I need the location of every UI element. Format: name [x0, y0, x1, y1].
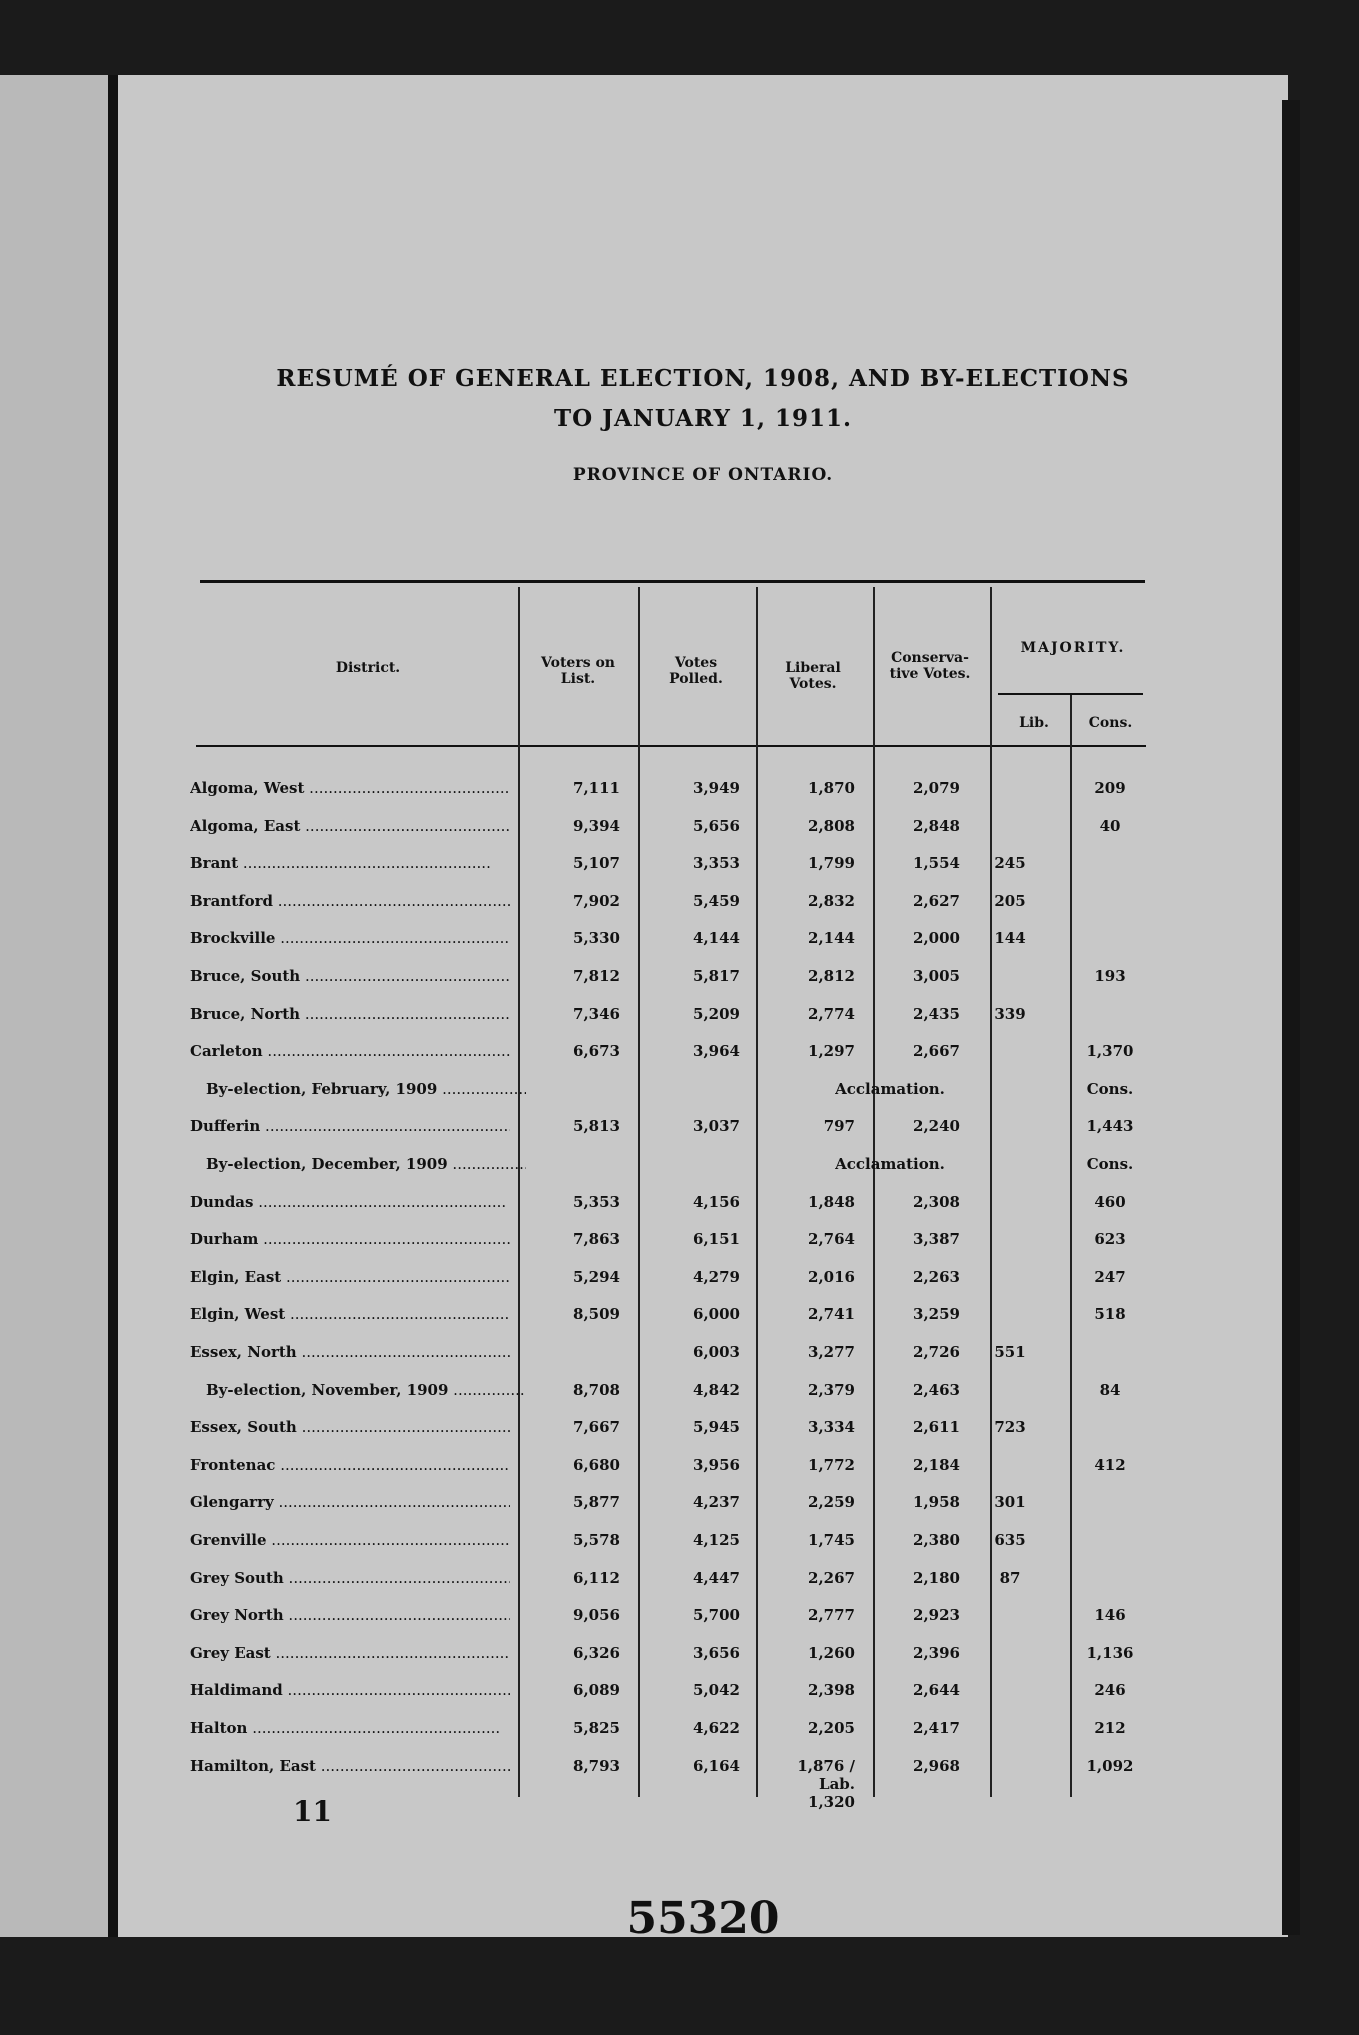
conservative-cell: 3,259 — [913, 1305, 960, 1324]
majority-cons-cell: 412 — [1094, 1455, 1126, 1474]
district-cell: By-election, November, 1909 ..... — [190, 1381, 526, 1399]
table-row — [190, 848, 1250, 884]
polled-cell: 5,817 — [693, 967, 740, 985]
conservative-cell: 2,079 — [913, 779, 960, 797]
conservative-cell: 2,180 — [913, 1568, 960, 1587]
majority-cons-cell: 246 — [1094, 1681, 1126, 1700]
table-row — [190, 1262, 1250, 1298]
majority-cons-cell: 460 — [1094, 1192, 1126, 1211]
majority-lib-cell: 245 — [994, 854, 1026, 873]
district-cell: Grey East ..... — [190, 1644, 510, 1662]
district-cell: Elgin, West ..... — [190, 1305, 510, 1323]
district-cell: Brockville ..... — [190, 929, 510, 947]
polled-cell: 4,279 — [693, 1267, 740, 1286]
liberal-cell: 1,876 / Lab. 1,320 — [797, 1756, 855, 1811]
liberal-cell: 2,267 — [808, 1568, 855, 1587]
majority-lib-cell: 723 — [994, 1418, 1026, 1437]
district-cell: Glengarry ..... — [190, 1493, 510, 1511]
table-row — [190, 1525, 1250, 1561]
table-row — [190, 1299, 1250, 1335]
majority-cons-cell: 1,136 — [1086, 1643, 1134, 1662]
page-number: 11 — [293, 1795, 332, 1828]
majority-cons-cell: 209 — [1094, 779, 1126, 797]
polled-cell: 5,700 — [693, 1606, 740, 1625]
conservative-cell: 2,611 — [913, 1418, 960, 1437]
majority-rule — [998, 693, 1143, 695]
liberal-cell: 3,334 — [808, 1418, 855, 1437]
voters-cell: 6,089 — [573, 1681, 620, 1700]
header-voters: Voters on List. — [541, 655, 615, 687]
liberal-cell: 1,297 — [808, 1042, 855, 1061]
majority-cons-cell: 623 — [1094, 1230, 1126, 1249]
majority-cons-cell: 518 — [1094, 1305, 1126, 1324]
table-row — [190, 1074, 1250, 1110]
table-row — [190, 1149, 1250, 1185]
voters-cell: 7,111 — [573, 779, 620, 797]
polled-cell: 6,164 — [693, 1756, 740, 1775]
table-row — [190, 1224, 1250, 1260]
liberal-cell: 2,144 — [808, 929, 855, 948]
majority-cons-cell: 146 — [1094, 1606, 1126, 1625]
majority-lib-cell: 205 — [994, 891, 1026, 910]
liberal-cell: 2,205 — [808, 1719, 855, 1737]
majority-lib-cell: 551 — [994, 1343, 1026, 1361]
table-row — [190, 1675, 1250, 1711]
header-polled: Votes Polled. — [669, 655, 723, 687]
majority-cons-cell: Cons. — [1086, 1079, 1134, 1098]
polled-cell: 6,003 — [693, 1343, 740, 1361]
liberal-cell: 2,812 — [808, 967, 855, 985]
polled-cell: 3,956 — [693, 1455, 740, 1474]
polled-cell: 3,353 — [693, 854, 740, 873]
district-cell: Algoma, East ..... — [190, 817, 510, 835]
conservative-cell: 1,958 — [913, 1493, 960, 1512]
liberal-cell: 2,764 — [808, 1230, 855, 1249]
header-liberal: Liberal Votes. — [785, 660, 841, 692]
majority-lib-cell: 87 — [999, 1568, 1021, 1587]
liberal-cell: 1,772 — [808, 1455, 855, 1474]
polled-cell: 6,151 — [693, 1230, 740, 1249]
table-row — [190, 886, 1250, 922]
district-cell: Brant ..... — [190, 854, 510, 872]
top-rule — [200, 580, 1145, 583]
majority-cons-cell: 40 — [1099, 816, 1121, 835]
polled-cell: 5,656 — [693, 816, 740, 835]
liberal-cell: 2,379 — [808, 1380, 855, 1399]
voters-cell: 5,813 — [573, 1117, 620, 1136]
polled-cell: 3,949 — [693, 779, 740, 797]
majority-lib-cell: 339 — [994, 1004, 1026, 1023]
polled-cell: 5,209 — [693, 1004, 740, 1023]
district-cell: Grey North ..... — [190, 1606, 510, 1624]
acclamation-cell: Acclamation. — [835, 1155, 945, 1173]
header-lib: Lib. — [1019, 715, 1049, 731]
district-cell: Essex, North ..... — [190, 1343, 510, 1361]
conservative-cell: 2,417 — [913, 1719, 960, 1737]
conservative-cell: 2,644 — [913, 1681, 960, 1700]
conservative-cell: 2,396 — [913, 1643, 960, 1662]
table-row — [190, 1187, 1250, 1223]
majority-lib-cell: 144 — [994, 929, 1026, 948]
district-cell: Algoma, West ..... — [190, 779, 510, 797]
liberal-cell: 1,870 — [808, 779, 855, 797]
table-row — [190, 773, 1250, 809]
conservative-cell: 2,923 — [913, 1606, 960, 1625]
header-cons: Cons. — [1088, 715, 1133, 731]
acclamation-cell: Acclamation. — [835, 1079, 945, 1098]
majority-lib-cell: 635 — [994, 1531, 1026, 1549]
conservative-cell: 2,435 — [913, 1004, 960, 1023]
liberal-cell: 1,745 — [808, 1531, 855, 1549]
voters-cell: 5,294 — [573, 1267, 620, 1286]
polled-cell: 6,000 — [693, 1305, 740, 1324]
voters-cell: 7,863 — [573, 1230, 620, 1249]
district-cell: Durham ..... — [190, 1230, 510, 1248]
district-cell: Brantford ..... — [190, 892, 510, 910]
liberal-cell: 2,398 — [808, 1681, 855, 1700]
document-page — [118, 75, 1288, 1944]
liberal-cell: 2,808 — [808, 816, 855, 835]
district-cell: Elgin, East ..... — [190, 1268, 510, 1286]
conservative-cell: 2,463 — [913, 1380, 960, 1399]
conservative-cell: 2,667 — [913, 1042, 960, 1061]
conservative-cell: 1,554 — [913, 854, 960, 873]
district-cell: By-election, February, 1909 ..... — [190, 1080, 526, 1098]
polled-cell: 4,622 — [693, 1719, 740, 1737]
document-title-line2: TO JANUARY 1, 1911. — [554, 405, 852, 432]
voters-cell: 8,509 — [573, 1305, 620, 1324]
voters-cell: 7,812 — [573, 967, 620, 985]
polled-cell: 4,842 — [693, 1380, 740, 1399]
voters-cell: 5,578 — [573, 1531, 620, 1549]
right-page-edge — [1282, 100, 1300, 1935]
voters-cell: 7,902 — [573, 891, 620, 910]
voters-cell: 6,673 — [573, 1042, 620, 1061]
liberal-cell: 1,848 — [808, 1192, 855, 1211]
voters-cell: 9,056 — [573, 1606, 620, 1625]
liberal-cell: 3,277 — [808, 1343, 855, 1361]
polled-cell: 4,125 — [693, 1531, 740, 1549]
majority-cons-cell: 193 — [1094, 967, 1126, 985]
liberal-cell: 1,799 — [808, 854, 855, 873]
liberal-cell: 2,774 — [808, 1004, 855, 1023]
polled-cell: 4,237 — [693, 1493, 740, 1512]
district-cell: Frontenac ..... — [190, 1456, 510, 1474]
voters-cell: 5,330 — [573, 929, 620, 948]
polled-cell: 5,042 — [693, 1681, 740, 1700]
district-cell: Hamilton, East ..... — [190, 1757, 510, 1775]
liberal-cell: 2,832 — [808, 891, 855, 910]
voters-cell: 5,353 — [573, 1192, 620, 1211]
district-cell: Bruce, North ..... — [190, 1005, 510, 1023]
voters-cell: 8,793 — [573, 1756, 620, 1775]
conservative-cell: 2,968 — [913, 1756, 960, 1775]
liberal-cell: 2,777 — [808, 1606, 855, 1625]
voters-cell: 7,346 — [573, 1004, 620, 1023]
district-cell: Haldimand ..... — [190, 1681, 510, 1699]
table-row — [190, 1600, 1250, 1636]
liberal-cell: 1,260 — [808, 1643, 855, 1662]
voters-cell: 8,708 — [573, 1380, 620, 1399]
district-cell: Dundas ..... — [190, 1193, 510, 1211]
polled-cell: 5,945 — [693, 1418, 740, 1437]
district-cell: Grenville ..... — [190, 1531, 510, 1549]
table-row — [190, 811, 1250, 847]
voters-cell: 7,667 — [573, 1418, 620, 1437]
liberal-cell: 2,259 — [808, 1493, 855, 1512]
majority-cons-cell: 1,370 — [1086, 1042, 1134, 1061]
table-row — [190, 1337, 1250, 1373]
header-district: District. — [335, 660, 401, 676]
liberal-cell: 797 — [823, 1117, 855, 1136]
archive-stamp: 55320 — [626, 1893, 780, 1944]
header-conservative: Conserva- tive Votes. — [889, 650, 971, 682]
table-row — [190, 1487, 1250, 1523]
voters-cell: 6,680 — [573, 1455, 620, 1474]
district-cell: Carleton ..... — [190, 1042, 510, 1060]
conservative-cell: 2,848 — [913, 816, 960, 835]
conservative-cell: 2,000 — [913, 929, 960, 948]
table-row — [190, 1638, 1250, 1674]
district-cell: Dufferin ..... — [190, 1117, 510, 1135]
liberal-cell: 2,741 — [808, 1305, 855, 1324]
conservative-cell: 2,308 — [913, 1192, 960, 1211]
voters-cell: 5,107 — [573, 854, 620, 873]
polled-cell: 4,156 — [693, 1192, 740, 1211]
table-row — [190, 923, 1250, 959]
polled-cell: 3,656 — [693, 1643, 740, 1662]
district-cell: By-election, December, 1909 ..... — [190, 1155, 526, 1173]
voters-cell: 6,326 — [573, 1643, 620, 1662]
table-row — [190, 1412, 1250, 1448]
table-row — [190, 961, 1250, 997]
conservative-cell: 2,726 — [913, 1343, 960, 1361]
left-page-edge — [0, 75, 112, 1937]
table-row — [190, 1751, 1250, 1811]
majority-cons-cell: 1,092 — [1086, 1756, 1134, 1775]
polled-cell: 4,447 — [693, 1568, 740, 1587]
liberal-cell: 2,016 — [808, 1267, 855, 1286]
polled-cell: 3,037 — [693, 1117, 740, 1136]
voters-cell: 5,825 — [573, 1719, 620, 1737]
document-title: RESUMÉ OF GENERAL ELECTION, 1908, AND BY-ELECTIONS — [276, 365, 1130, 392]
majority-cons-cell: 84 — [1099, 1380, 1121, 1399]
table-row — [190, 1713, 1250, 1749]
majority-cons-cell: 247 — [1094, 1267, 1126, 1286]
majority-cons-cell: 212 — [1094, 1719, 1126, 1737]
district-cell: Grey South ..... — [190, 1569, 510, 1587]
table-row — [190, 1375, 1250, 1411]
table-row — [190, 1036, 1250, 1072]
conservative-cell: 2,240 — [913, 1117, 960, 1136]
table-row — [190, 1450, 1250, 1486]
conservative-cell: 2,380 — [913, 1531, 960, 1549]
majority-cons-cell: 1,443 — [1086, 1117, 1134, 1136]
voters-cell: 9,394 — [573, 816, 620, 835]
conservative-cell: 2,184 — [913, 1455, 960, 1474]
binding-edge — [108, 75, 118, 1937]
document-subtitle: PROVINCE OF ONTARIO. — [572, 465, 834, 485]
voters-cell: 6,112 — [573, 1568, 620, 1587]
conservative-cell: 3,387 — [913, 1230, 960, 1249]
polled-cell: 4,144 — [693, 929, 740, 948]
district-cell: Bruce, South ..... — [190, 967, 510, 985]
polled-cell: 5,459 — [693, 891, 740, 910]
conservative-cell: 2,263 — [913, 1267, 960, 1286]
header-rule — [196, 745, 1146, 747]
table-row — [190, 1111, 1250, 1147]
header-majority: MAJORITY. — [1020, 640, 1126, 656]
polled-cell: 3,964 — [693, 1042, 740, 1061]
district-cell: Essex, South ..... — [190, 1418, 510, 1436]
table-row — [190, 1563, 1250, 1599]
voters-cell: 5,877 — [573, 1493, 620, 1512]
majority-cons-cell: Cons. — [1086, 1155, 1134, 1173]
table-row — [190, 999, 1250, 1035]
conservative-cell: 2,627 — [913, 891, 960, 910]
conservative-cell: 3,005 — [913, 967, 960, 985]
district-cell: Halton ..... — [190, 1719, 510, 1737]
majority-lib-cell: 301 — [994, 1493, 1026, 1512]
